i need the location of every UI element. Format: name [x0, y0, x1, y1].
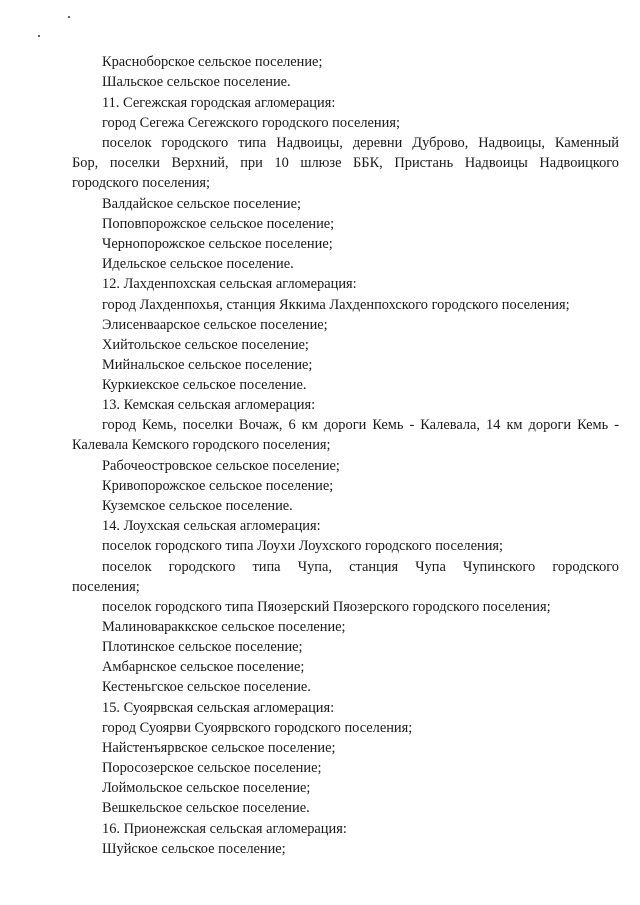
text-line: поселок городского типа Надвоицы, деревни Дуброво, Надвоицы, Каменный [102, 135, 619, 151]
text-line: Найстенъярвское сельское поселение; [102, 740, 336, 756]
text-line: Элисенваарское сельское поселение; [102, 317, 328, 333]
text-line: Кривопорожское сельское поселение; [102, 478, 334, 494]
text-line: Малиновараккское сельское поселение; [102, 619, 346, 635]
text-line: Мийнальское сельское поселение; [102, 357, 313, 373]
scan-speck [38, 35, 40, 37]
section-heading: 16. Прионежская сельская агломерация: [102, 821, 347, 837]
text-line: Чернопорожское сельское поселение; [102, 236, 333, 252]
text-line: Бор, поселки Верхний, при 10 шлюзе ББК, Пристань Надвоицы Надвоицкого [72, 155, 619, 171]
text-line: поселения; [72, 579, 140, 595]
section-heading: 11. Сегежская городская агломерация: [102, 95, 336, 111]
text-line: городского поселения; [72, 175, 211, 191]
text-line: Валдайское сельское поселение; [102, 196, 301, 212]
text-line: Вешкельское сельское поселение. [102, 800, 310, 816]
text-line: город Суоярви Суоярвского городского поселения; [102, 720, 413, 736]
text-line: город Сегежа Сегежского городского поселения; [102, 115, 400, 131]
text-line: Куземское сельское поселение. [102, 498, 293, 514]
text-line: город Кемь, поселки Вочаж, 6 км дороги Кемь - Калевала, 14 км дороги Кемь - [102, 417, 619, 433]
text-line: поселок городского типа Лоухи Лоухского городского поселения; [102, 538, 504, 554]
text-line: Амбарнское сельское поселение; [102, 659, 305, 675]
text-line: поселок городского типа Пяозерский Пяозерского городского поселения; [102, 599, 551, 615]
text-line: Поповпорожское сельское поселение; [102, 216, 335, 232]
text-line: Шуйское сельское поселение; [102, 841, 286, 857]
text-line: Поросозерское сельское поселение; [102, 760, 322, 776]
text-line: Идельское сельское поселение. [102, 256, 294, 272]
text-line: Калевала Кемского городского поселения; [72, 437, 331, 453]
text-line: Кестеньгское сельское поселение. [102, 679, 311, 695]
section-heading: 15. Суоярвская сельская агломерация: [102, 700, 335, 716]
text-line: Шальское сельское поселение. [102, 74, 291, 90]
text-line: Плотинское сельское поселение; [102, 639, 303, 655]
scan-speck [68, 16, 70, 18]
text-line: Красноборское сельское поселение; [102, 54, 323, 70]
text-line: Хийтольское сельское поселение; [102, 337, 309, 353]
text-line: город Лахденпохья, станция Яккима Лахденпохского городского поселения; [102, 297, 570, 313]
text-line: Куркиекское сельское поселение. [102, 377, 307, 393]
section-heading: 13. Кемская сельская агломерация: [102, 397, 316, 413]
text-line: Лоймольское сельское поселение; [102, 780, 311, 796]
text-line: Рабочеостровское сельское поселение; [102, 458, 340, 474]
section-heading: 14. Лоухская сельская агломерация: [102, 518, 321, 534]
text-line: поселок городского типа Чупа, станция Чупа Чупинского городского [102, 559, 619, 575]
section-heading: 12. Лахденпохская сельская агломерация: [102, 276, 357, 292]
